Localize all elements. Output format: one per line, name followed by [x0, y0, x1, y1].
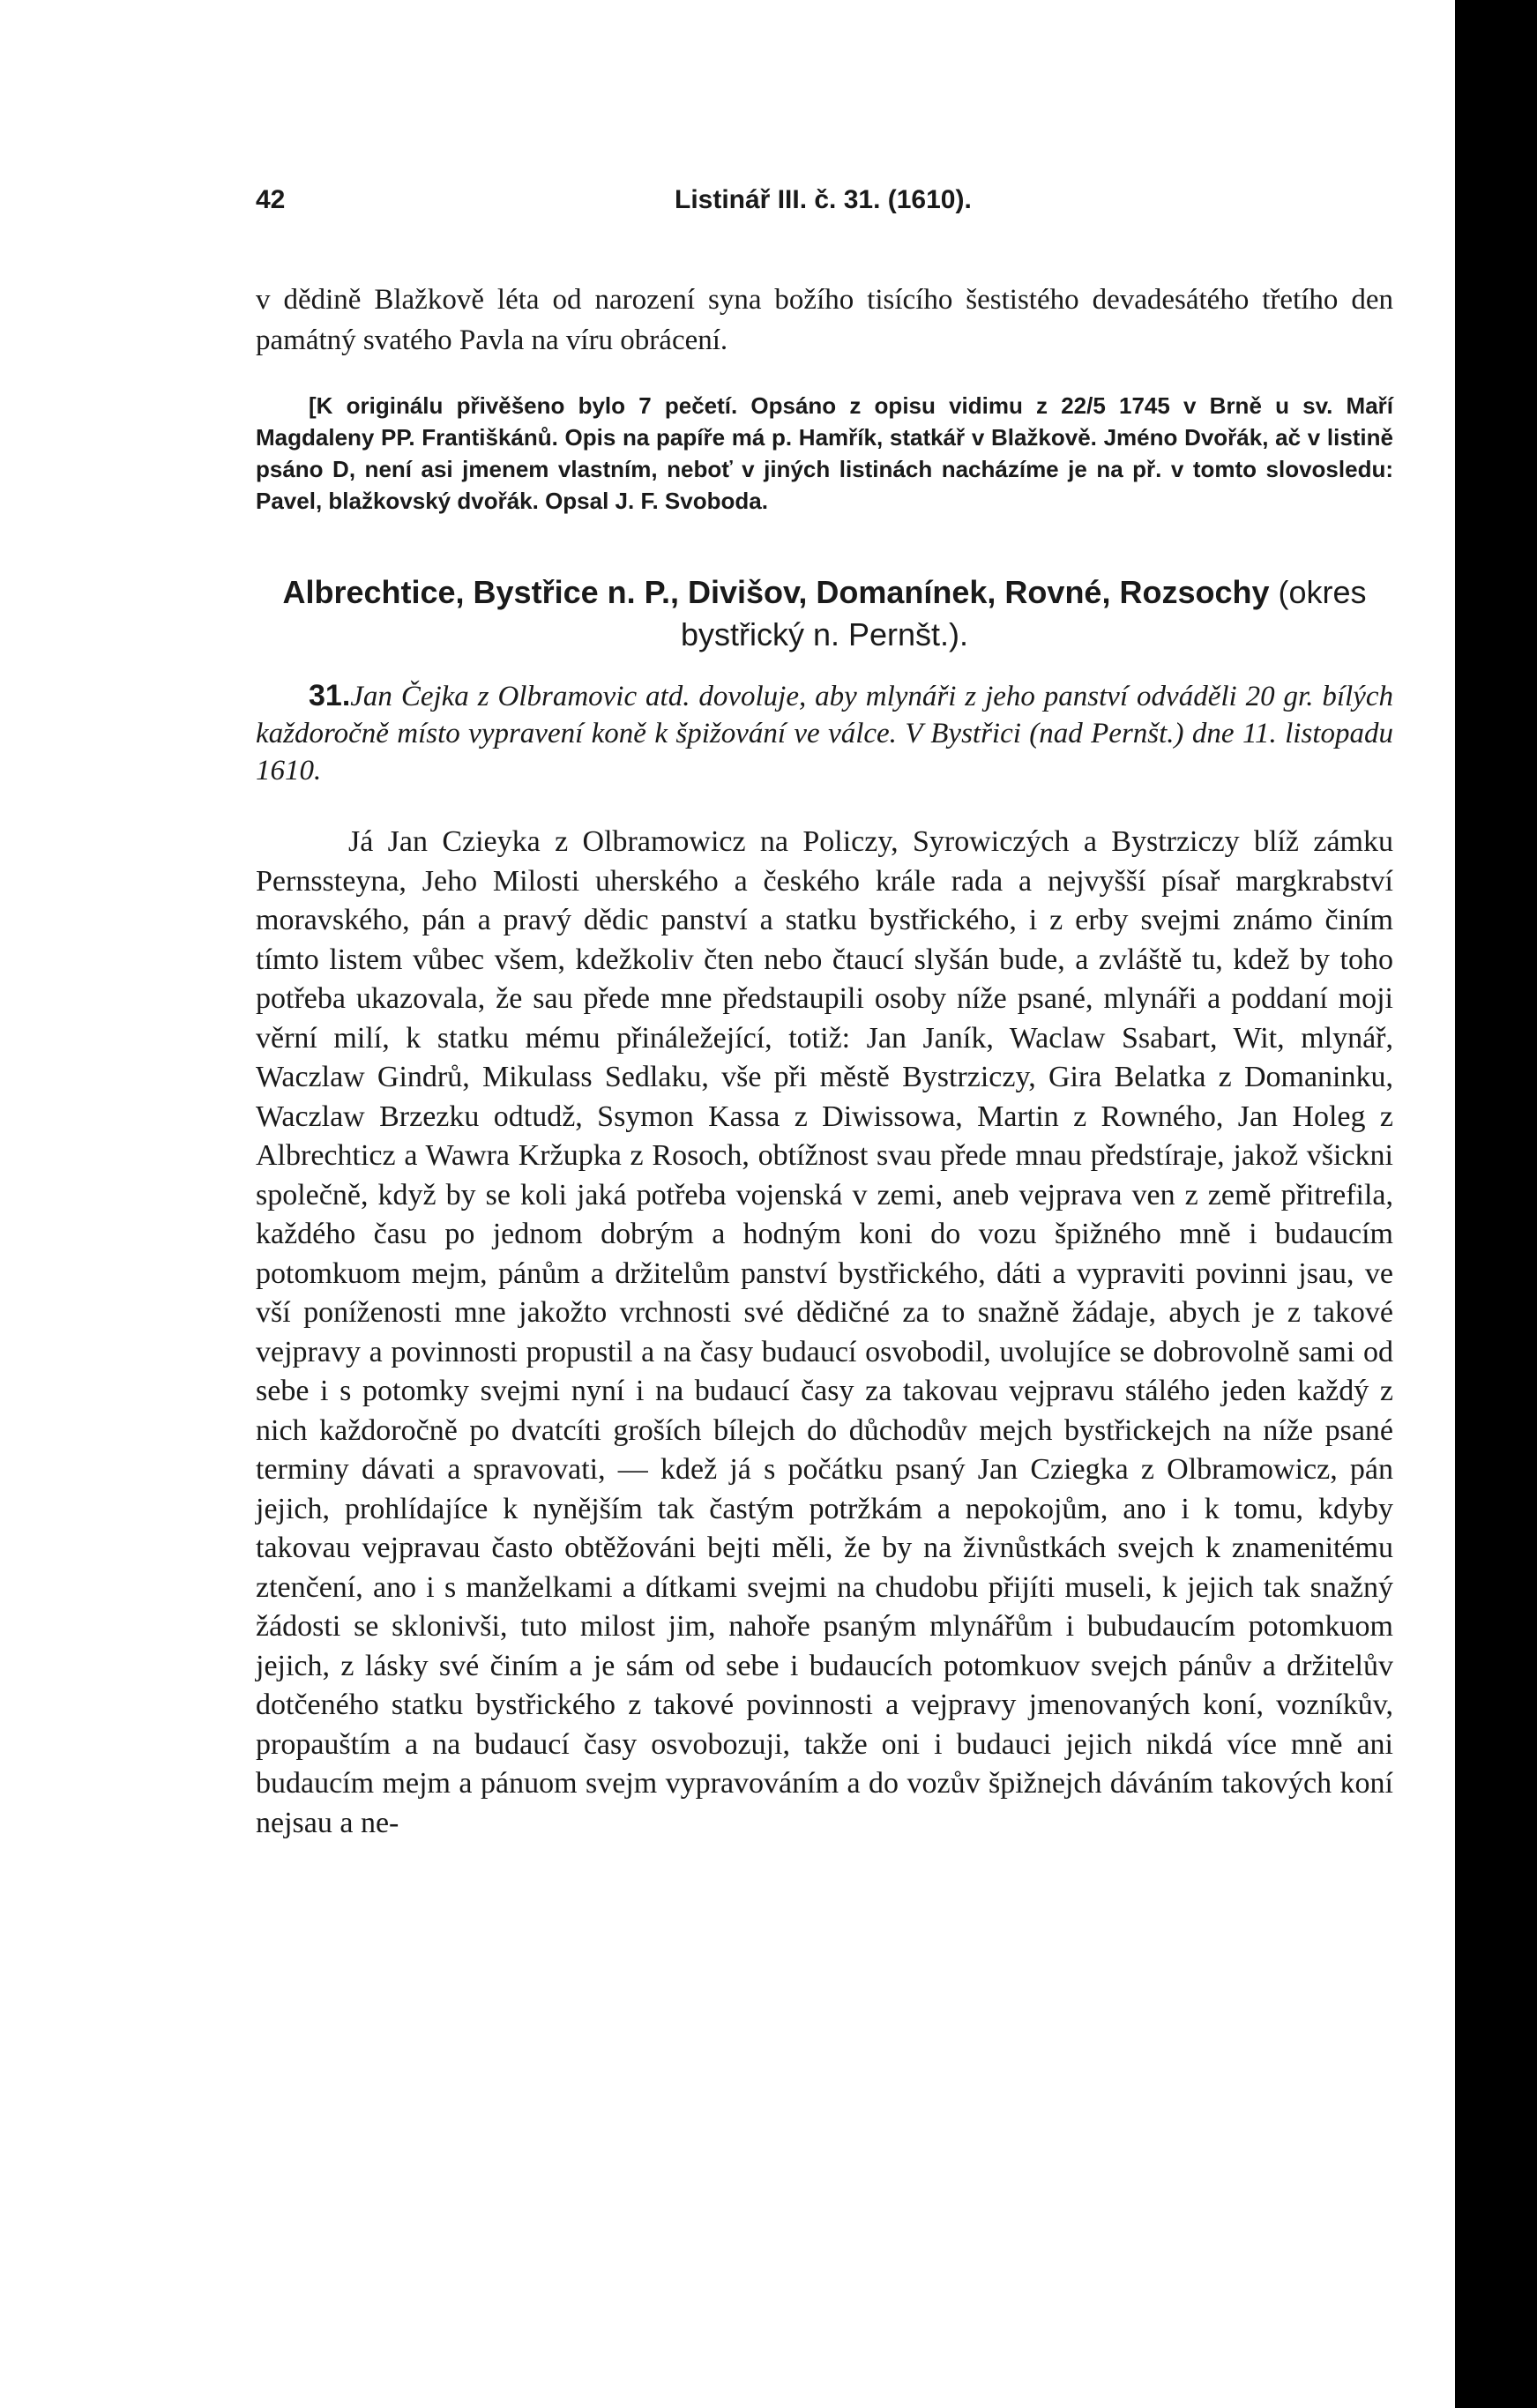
page-number: 42 — [256, 185, 286, 214]
regest-text: Jan Čejka z Olbramovic atd. dovoluje, aby mlynáři z jeho panství odváděli 20 gr. bílých každoročně místo vypravení koně k špižování ve válce. V Bystřici (nad Pernšt.) dne 11. listopadu 1610. — [256, 681, 1393, 787]
running-head — [256, 185, 1393, 224]
intro-paragraph: v dědině Blažkově léta od narození syna božího tisícího šestistého devadesátého třetího den památný svatého Pavla na víru obrácení. — [256, 284, 1393, 356]
editorial-note-text: [K originálu přivěšeno bylo 7 pečetí. Opsáno z opisu vidimu z 22/5 1745 v Brně u sv. Maří Magdaleny PP. Františkánů. Opis na papíře má p. Hamřík, statkář v Blažkově. Jméno Dvořák, ač v listině psáno D, není asi jmenem vlastním, neboť v jiných listinách nacházíme je na př. v tomto slovosledu: Pavel, blažkovský dvořák. Opsal J. F. Svoboda. — [256, 392, 1393, 514]
running-title: Listinář III. č. 31. (1610). — [675, 185, 972, 214]
editorial-note — [256, 390, 1393, 517]
regest-number: 31. — [309, 679, 351, 712]
place-heading-places: Albrechtice, Bystřice n. P., Divišov, Domanínek, Rovné, Rozsochy — [282, 574, 1270, 610]
page — [256, 185, 1393, 1843]
charter-text: Já Jan Czieyka z Olbramowicz na Policzy, Syrowiczých a Bystrziczy blíž zámku Pernssteyna, Jeho Milosti uherského a českého krále rada a nejvyšší písař margkrabství moravského, pán a pravý dědic panství a statku bystřického, i z erby svejmi známo činím tímto listem vůbec všem, kdežkoliv čten nebo čtaucí slyšán bude, a zvláště tu, kdež by toho potřeba ukazovala, že sau přede mne předstaupili osoby níže psané, mlynáři a poddaní moji věrní milí, k statku mému přináležející, totiž: Jan Janík, Waclaw Ssabart, Wit, mlynář, Waczlaw Gindrů, Mikulass Sedlaku, vše při městě Bystrziczy, Gira Belatka z Domaninku, Waczlaw Brzezku odtudž, Ssymon Kassa z Diwissowa, Martin z Rowného, Jan Holeg z Albrechticz a Wawra Kržupka z Rosoch, obtížnost svau přede mnau předstíraje, jakož všickni společně, když by se koli jaká potřeba vojenská v zemi, aneb vejprava ven z země přitrefila, každého času po jednom dobrým a hodným koni do vozu špižného mně i budaucím potomkuom mejm, pánům a držitelům panství bystřického, dáti a vypraviti povinni jsau, ve vší poníženosti mne jakožto vrchnosti své dědičné za to snažně žádaje, abych je z takové vejpravy a povinnosti propustil a na časy budaucí osvobodil, uvolujíce se dobrovolně sami od sebe i s potomky svejmi nyní i na budaucí časy za takovau vejpravu stálého jeden každý z nich každoročně po dvatcíti groších bílejch do důchodův mejch bystřickejch na níže psané terminy dávati a spravovati, — kdež já s počátku psaný Jan Cziegka z Olbramowicz, pán jejich, prohlídajíce k nynějším tak častým potržkám a nepokojům, ano i k tomu, kdyby takovau vejpravau často obtěžováni bejti měli, že by na živnůstkách svejch k znamenitému ztenčení, ano i s manželkami a dítkami svejmi na chudobu přijíti museli, k jejich tak snažný žádosti se sklonivši, tuto milost jim, nahoře psaným mlynářům i bubudaucím potomkuom jejich, z lásky své činím a je sám od sebe i budaucích potomkuov svejch pánův a držitelův dotčeného statku bystřického z takové povinnosti a vejpravy jmenovaných koní, vozníkův, propauštím a na budaucí časy osvobozuji, takže oni i budauci jejich nikdá více mně ani budaucím mejm a pánuom svejm vypravováním a do vozův špižnejch dáváním takových koní nejsau a ne- — [256, 825, 1393, 1839]
place-heading — [256, 571, 1393, 656]
regest — [256, 677, 1393, 789]
scan-dark-edge — [1455, 0, 1537, 2408]
place-heading-district: (okres bystřický n. Pernšt.). — [680, 574, 1367, 652]
